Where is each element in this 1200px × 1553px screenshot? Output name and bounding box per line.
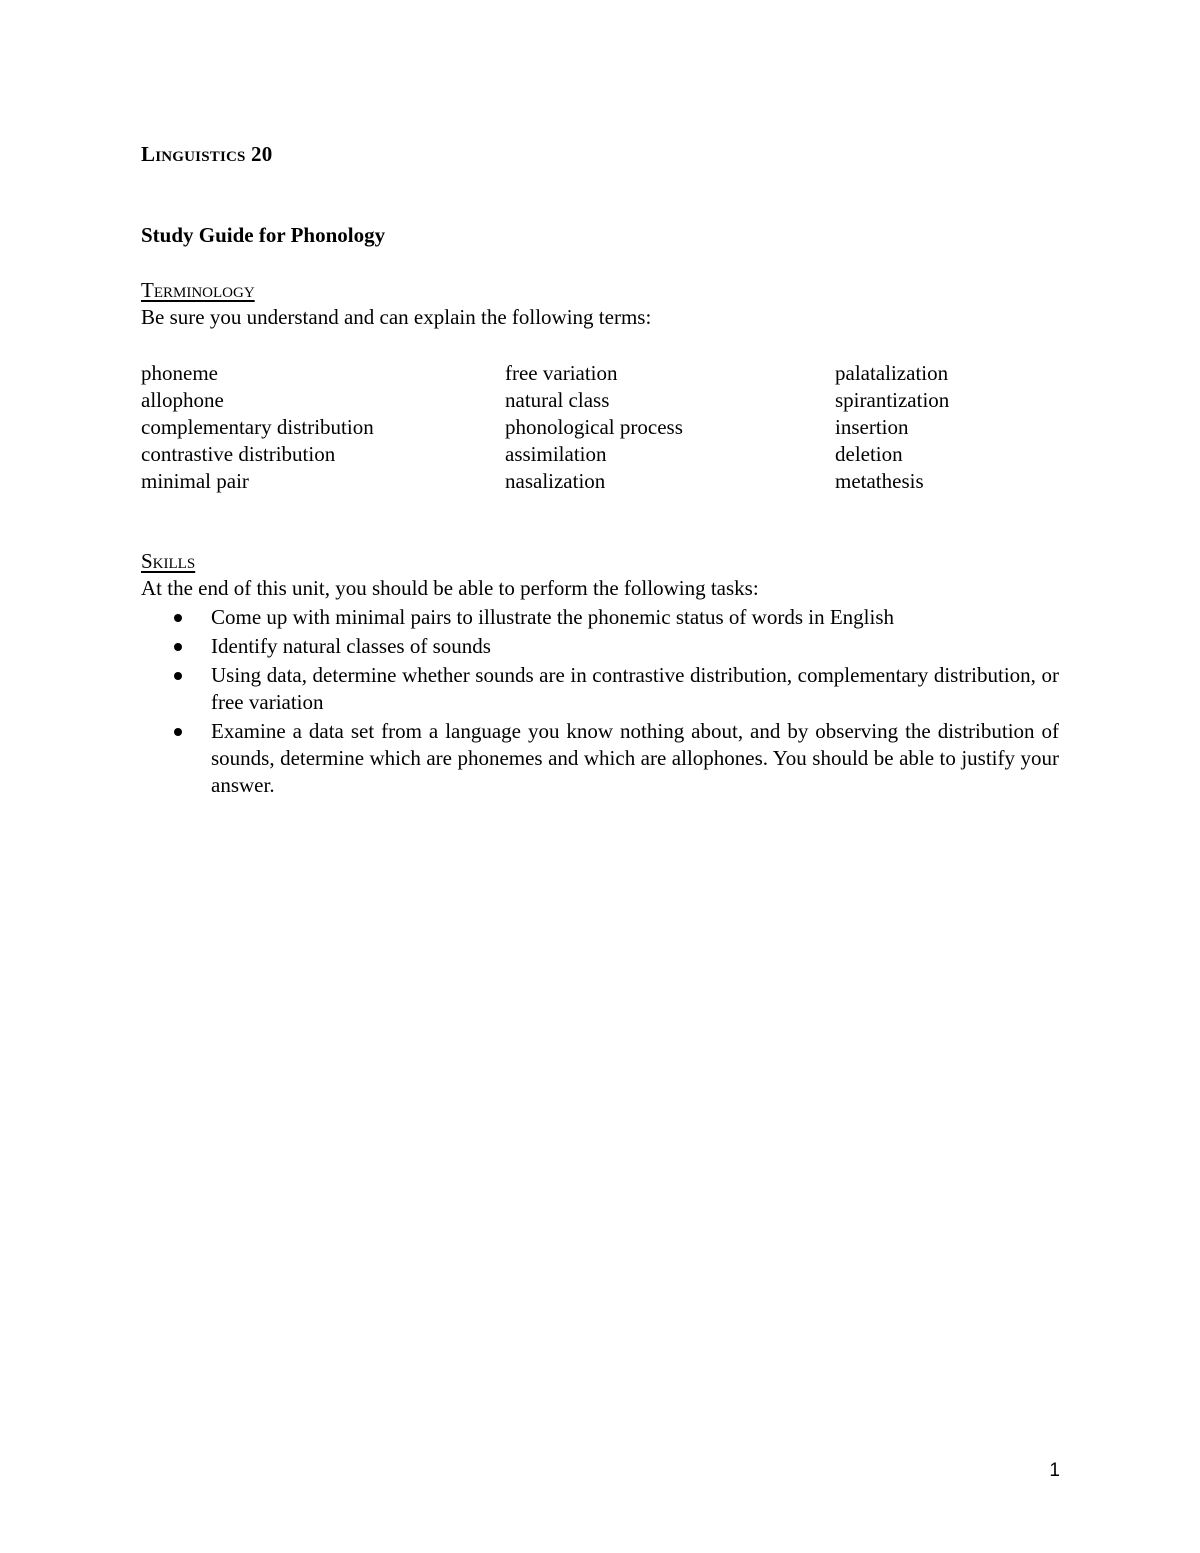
bullet-icon <box>174 614 182 622</box>
skill-text: Using data, determine whether sounds are in contrastive distribution, complementary distribution, or free variation <box>211 663 1059 714</box>
term: insertion <box>835 415 909 439</box>
term: natural class <box>505 388 610 412</box>
list-item <box>141 604 1059 631</box>
term: phoneme <box>141 361 218 385</box>
course-title: Linguistics 20 <box>141 142 273 166</box>
term: deletion <box>835 442 903 466</box>
skills-list <box>141 604 1059 801</box>
list-item <box>141 633 1059 660</box>
term: free variation <box>505 361 618 385</box>
term: phonological process <box>505 415 683 439</box>
term: palatalization <box>835 361 949 385</box>
term: assimilation <box>505 442 607 466</box>
terms-column-2 <box>505 360 683 495</box>
terminology-heading: Terminology <box>141 278 255 302</box>
term: spirantization <box>835 388 950 412</box>
term: complementary distribution <box>141 415 374 439</box>
skills-intro: At the end of this unit, you should be able to perform the following tasks: <box>141 576 759 600</box>
terms-column-1 <box>141 360 374 495</box>
terms-column-3 <box>835 360 949 495</box>
term: metathesis <box>835 469 924 493</box>
list-item <box>141 662 1059 716</box>
terminology-intro: Be sure you understand and can explain the following terms: <box>141 305 652 329</box>
bullet-icon <box>174 672 182 680</box>
list-item <box>141 718 1059 799</box>
term: allophone <box>141 388 224 412</box>
page-number: 1 <box>1049 1460 1060 1481</box>
term: contrastive distribution <box>141 442 336 466</box>
bullet-icon <box>174 643 182 651</box>
skill-text: Examine a data set from a language you know nothing about, and by observing the distribution of sounds, determine which are phonemes and which are allophones. You should be able to justify your answer. <box>211 719 1059 797</box>
skill-text: Come up with minimal pairs to illustrate the phonemic status of words in English <box>211 605 895 629</box>
document-title: Study Guide for Phonology <box>141 223 386 247</box>
term: nasalization <box>505 469 606 493</box>
bullet-icon <box>174 728 182 736</box>
skills-heading: Skills <box>141 549 196 573</box>
term: minimal pair <box>141 469 249 493</box>
skill-text: Identify natural classes of sounds <box>211 634 491 658</box>
